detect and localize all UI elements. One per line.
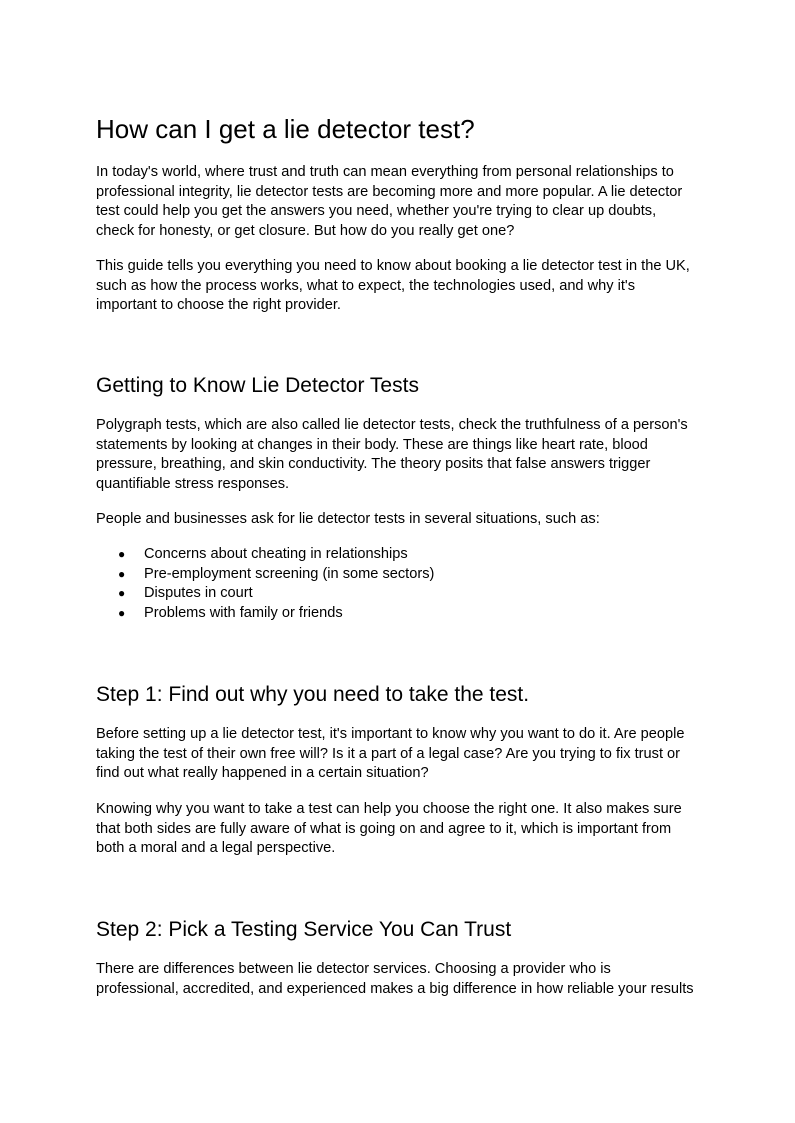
page-title: How can I get a lie detector test? xyxy=(96,114,475,144)
bullet-icon: ● xyxy=(118,606,126,621)
section1-paragraph-2: People and businesses ask for lie detector tests in several situations, such as: xyxy=(96,511,600,527)
bullet-icon: ● xyxy=(118,586,126,601)
section-heading-step-1: Step 1: Find out why you need to take the test. xyxy=(96,683,530,706)
step1-paragraph-2: Knowing why you want to take a test can help you choose the right one. It also makes sure that both sides are fully aware of what is going on and agree to it, which is important from both a moral and a legal perspective. xyxy=(96,801,682,857)
section1-paragraph-1: Polygraph tests, which are also called lie detector tests, check the truthfulness of a person's statements by looking at changes in their body. These are things like heart rate, blood pressure, breathing, and skin conductivity. The theory posits that false answers trigger quantifiable stress responses. xyxy=(96,417,688,493)
section-heading-getting-to-know: Getting to Know Lie Detector Tests xyxy=(96,374,419,397)
list-item: ● Concerns about cheating in relationships xyxy=(96,545,434,565)
list-item: ● Pre-employment screening (in some sectors) xyxy=(96,565,434,585)
list-item: ● Disputes in court xyxy=(96,584,434,604)
list-item: ● Problems with family or friends xyxy=(96,604,434,624)
situations-list xyxy=(96,545,434,624)
step2-paragraph-1: There are differences between lie detector services. Choosing a provider who is professional, accredited, and experienced makes a big difference in how reliable your results xyxy=(96,961,694,997)
bullet-icon: ● xyxy=(118,547,126,561)
intro-paragraph-1: In today's world, where trust and truth can mean everything from personal relationships to professional integrity, lie detector tests are becoming more and more popular. A lie detector test could help you get the answers you need, whether you're trying to clear up doubts, check for honesty, or get closure. But how do you really get one? xyxy=(96,164,683,240)
section-heading-step-2: Step 2: Pick a Testing Service You Can Trust xyxy=(96,918,512,941)
bullet-icon: ● xyxy=(118,566,126,581)
intro-paragraph-2: This guide tells you everything you need to know about booking a lie detector test in the UK, such as how the process works, what to expect, the technologies used, and why it's important to choose the right provider. xyxy=(96,258,690,314)
step1-paragraph-1: Before setting up a lie detector test, it's important to know why you want to do it. Are people taking the test of their own free will? Is it a part of a legal case? Are you trying to fix trust or find out what really happened in a certain situation? xyxy=(96,726,685,782)
